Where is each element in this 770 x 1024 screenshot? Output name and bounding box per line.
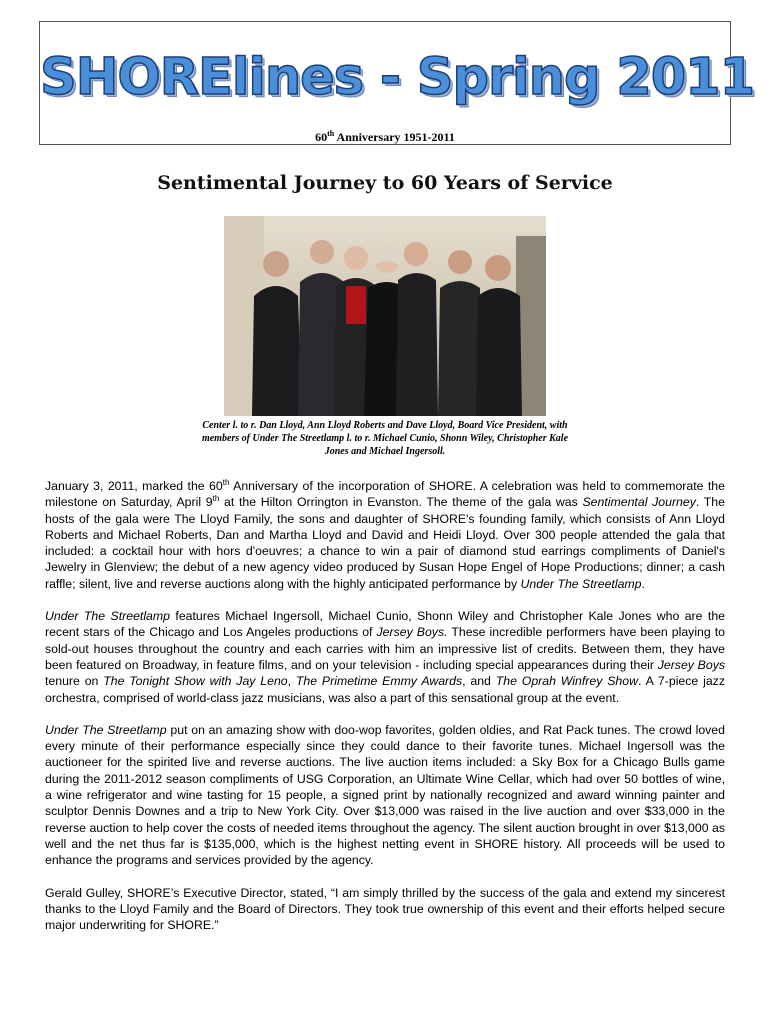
photo-caption: Center l. to r. Dan Lloyd, Ann Lloyd Roberts and Dave Lloyd, Board Vice President, with members of Under The Streetlamp l. to r. Michael Cunio, Shonn Wiley, Christopher Kale Jones and Michael Ingersoll. — [201, 420, 569, 457]
italic-run: The Tonight Show with Jay Leno — [103, 674, 288, 689]
paragraph-4 — [45, 885, 725, 934]
anniversary-suffix: th — [327, 129, 335, 138]
paragraph-1 — [45, 478, 725, 592]
paragraph-2 — [45, 608, 725, 706]
masthead-box — [39, 21, 755, 145]
article-body — [45, 478, 725, 949]
anniversary-line — [40, 129, 730, 145]
italic-run: The Primetime Emmy Awards — [295, 674, 463, 689]
ordinal-suffix: th — [212, 494, 220, 504]
text-run: January 3, 2011, marked the 60 — [45, 479, 223, 493]
italic-run: Jersey Boys — [657, 657, 725, 672]
text-run: , and — [462, 674, 496, 689]
text-run: tenure on — [45, 674, 104, 689]
italic-run: The Oprah Winfrey Show — [495, 674, 638, 689]
text-run: features Michael Ingersoll, Michael Cunio, Shonn Wiley and Christopher Kale Jones who are the recent stars of the Chicago and Los Angeles productions of — [45, 609, 725, 640]
text-run: at the Hilton Orrington in Evanston. The theme of the gala was — [219, 495, 583, 510]
text-run: . A 7-piece jazz orchestra, comprised of world-class jazz musicians, was also a part of this sensational group at the event. — [45, 674, 725, 705]
text-run: These incredible performers have been playing to sold-out houses throughout the country and each carries with him an impressive list of credits. Between them, they have been featured on Broadway, in feature films, and on your television - including special appearances during their — [45, 625, 726, 672]
anniversary-number: 60 — [315, 130, 328, 144]
masthead-title: SHORElines - Spring 2011 — [40, 48, 755, 107]
article-headline: Sentimental Journey to 60 Years of Service — [157, 172, 613, 194]
text-run: . — [641, 576, 645, 591]
ordinal-suffix: th — [222, 477, 230, 487]
text-run: . The hosts of the gala were The Lloyd Family, the sons and daughter of SHORE's founding family, which consists of Ann Lloyd Roberts and Michael Roberts, Dan and Martha Lloyd and David and Heidi Lloyd. Over 300 people attended the gala that included: a cocktail hour with hors d'oeuvres; a chance to win a pair of diamond stud earrings compliments of Daniel's Jewelry in Glenview; the debut of a new agency video produced by Susan Hope Engel of Hope Productions; dinner; a cash raffle; silent, live and reverse auctions along with the highly anticipated performance by — [45, 495, 725, 591]
italic-run: Sentimental Journey — [582, 495, 696, 510]
text-run: put on an amazing show with doo-wop favorites, golden oldies, and Rat Pack tunes. The crowd loved every minute of their performance especially since they could dance to their favorite tunes. Michael Ingersoll was the auctioneer for the spirited live and reverse auctions. The live auction items included: a Sky Box for a Chicago Bulls game during the 2011-2012 season compliments of USG Corporation, an Ultimate Wine Cellar, which had over 50 bottles of wine, a wine refrigerator and wine tasting for 15 people, a signed print by nationally recognized and award winning painter and sculptor Dennis Downes and a trip to New York City. Over $13,000 was raised in the live auction and over $33,000 in the reverse auction to help cover the costs of needed items throughout the agency. The silent auction brought in over $13,000 as well and the net thus far is $135,000, which is the highest netting event in SHORE history. All proceeds will be used to enhance the programs and services provided by the agency. — [45, 722, 725, 868]
anniversary-text: Anniversary 1951-2011 — [334, 130, 455, 144]
paragraph-3 — [45, 722, 725, 869]
italic-run: Under The Streetlamp — [45, 722, 167, 737]
text-run: , — [287, 674, 296, 689]
text-run: Gerald Gulley, SHORE’s Executive Director, stated, “I am simply thrilled by the success of the gala and extend my sincerest thanks to the Lloyd Family and the Board of Directors. They took true ownership of this event and their efforts helped secure major underwriting for SHORE.” — [45, 885, 725, 933]
text-run: Anniversary of the incorporation of SHORE. A celebration was held to commemorate the milestone on Saturday, April 9 — [45, 479, 725, 510]
italic-run: Under The Streetlamp — [45, 609, 170, 624]
italic-run: Jersey Boys. — [376, 625, 448, 640]
group-photo — [224, 216, 546, 416]
italic-run: Under The Streetlamp — [520, 576, 642, 591]
group-photo-image — [224, 216, 546, 416]
